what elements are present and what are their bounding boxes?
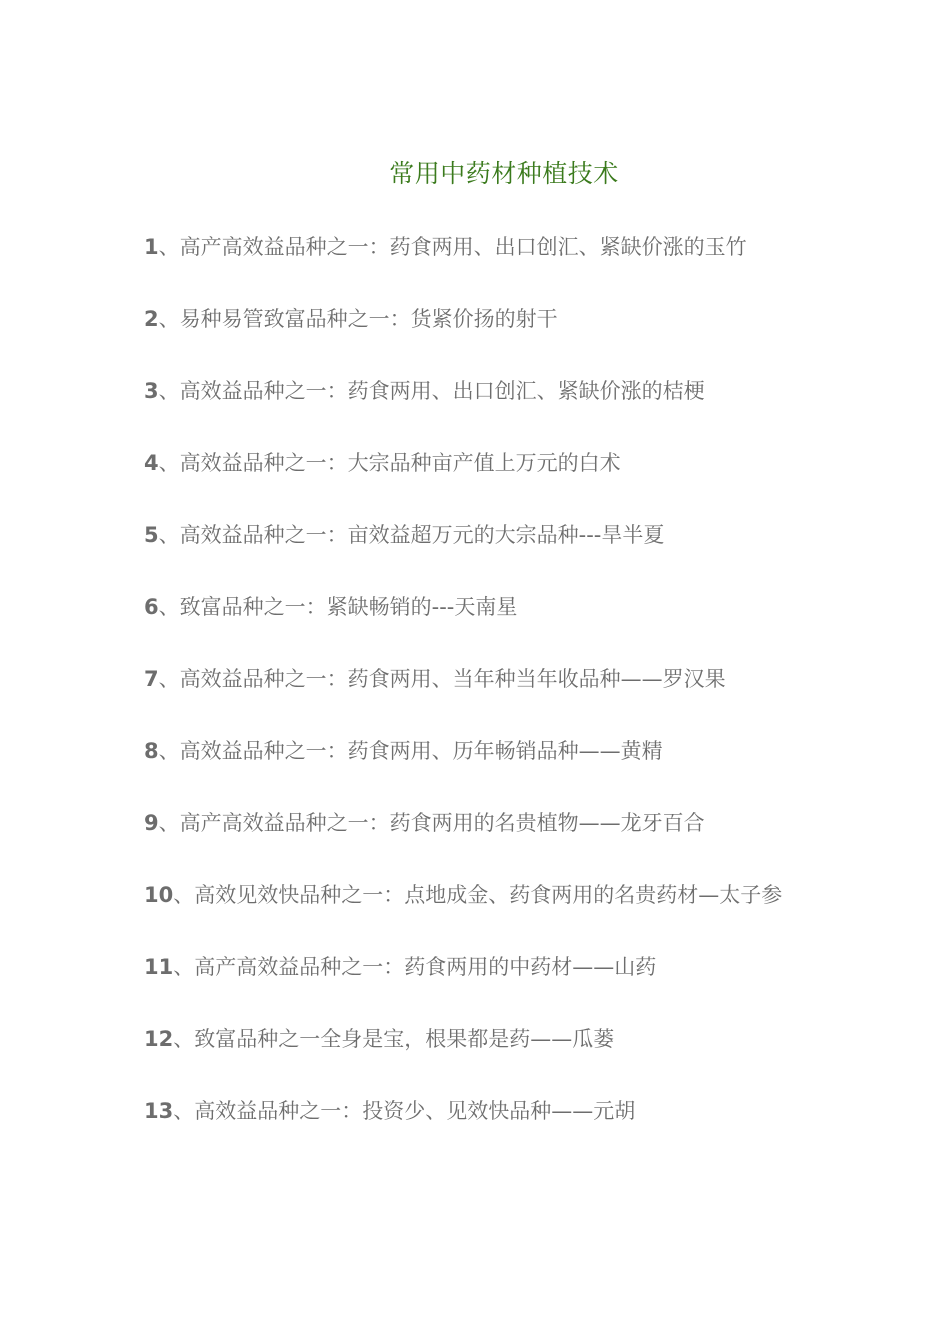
item-text: 、高效益品种之一：投资少、见效快品种——元胡 bbox=[173, 1099, 636, 1123]
list-item bbox=[144, 654, 824, 704]
item-text: 、高效益品种之一：亩效益超万元的大宗品种---旱半夏 bbox=[158, 523, 665, 547]
item-number: 10 bbox=[144, 883, 174, 907]
list-item bbox=[144, 870, 824, 920]
item-number: 5 bbox=[144, 523, 159, 547]
item-list bbox=[144, 222, 824, 1158]
list-item bbox=[144, 798, 824, 848]
item-text: 、高产高效益品种之一：药食两用、出口创汇、紧缺价涨的玉竹 bbox=[158, 235, 747, 259]
list-item bbox=[144, 366, 824, 416]
item-text: 、高效益品种之一：药食两用、出口创汇、紧缺价涨的桔梗 bbox=[158, 379, 705, 403]
item-text: 、致富品种之一：紧缺畅销的---天南星 bbox=[158, 595, 518, 619]
list-item bbox=[144, 438, 824, 488]
item-number: 3 bbox=[144, 379, 159, 403]
item-text: 、高效益品种之一：药食两用、历年畅销品种——黄精 bbox=[158, 739, 663, 763]
item-number: 2 bbox=[144, 307, 159, 331]
item-number: 12 bbox=[144, 1027, 174, 1051]
item-text: 、高产高效益品种之一：药食两用的名贵植物——龙牙百合 bbox=[158, 811, 705, 835]
item-number: 1 bbox=[144, 235, 159, 259]
item-number: 13 bbox=[144, 1099, 174, 1123]
list-item bbox=[144, 726, 824, 776]
item-text: 、高效益品种之一：大宗品种亩产值上万元的白术 bbox=[158, 451, 621, 475]
item-text: 、高产高效益品种之一：药食两用的中药材——山药 bbox=[173, 955, 657, 979]
list-item bbox=[144, 1086, 824, 1136]
item-number: 6 bbox=[144, 595, 159, 619]
item-text: 、高效见效快品种之一：点地成金、药食两用的名贵药材—太子参 bbox=[173, 883, 783, 907]
item-text: 、高效益品种之一：药食两用、当年种当年收品种——罗汉果 bbox=[158, 667, 726, 691]
list-item bbox=[144, 294, 824, 344]
item-number: 7 bbox=[144, 667, 159, 691]
item-text: 、致富品种之一全身是宝，根果都是药——瓜蒌 bbox=[173, 1027, 615, 1051]
list-item bbox=[144, 222, 824, 272]
item-number: 9 bbox=[144, 811, 159, 835]
item-number: 8 bbox=[144, 739, 159, 763]
list-item bbox=[144, 942, 824, 992]
item-text: 、易种易管致富品种之一：货紧价扬的射干 bbox=[158, 307, 558, 331]
list-item bbox=[144, 582, 824, 632]
document-title: 常用中药材种植技术 bbox=[389, 159, 619, 188]
item-number: 4 bbox=[144, 451, 159, 475]
list-item bbox=[144, 1014, 824, 1064]
list-item bbox=[144, 510, 824, 560]
item-number: 11 bbox=[144, 955, 174, 979]
